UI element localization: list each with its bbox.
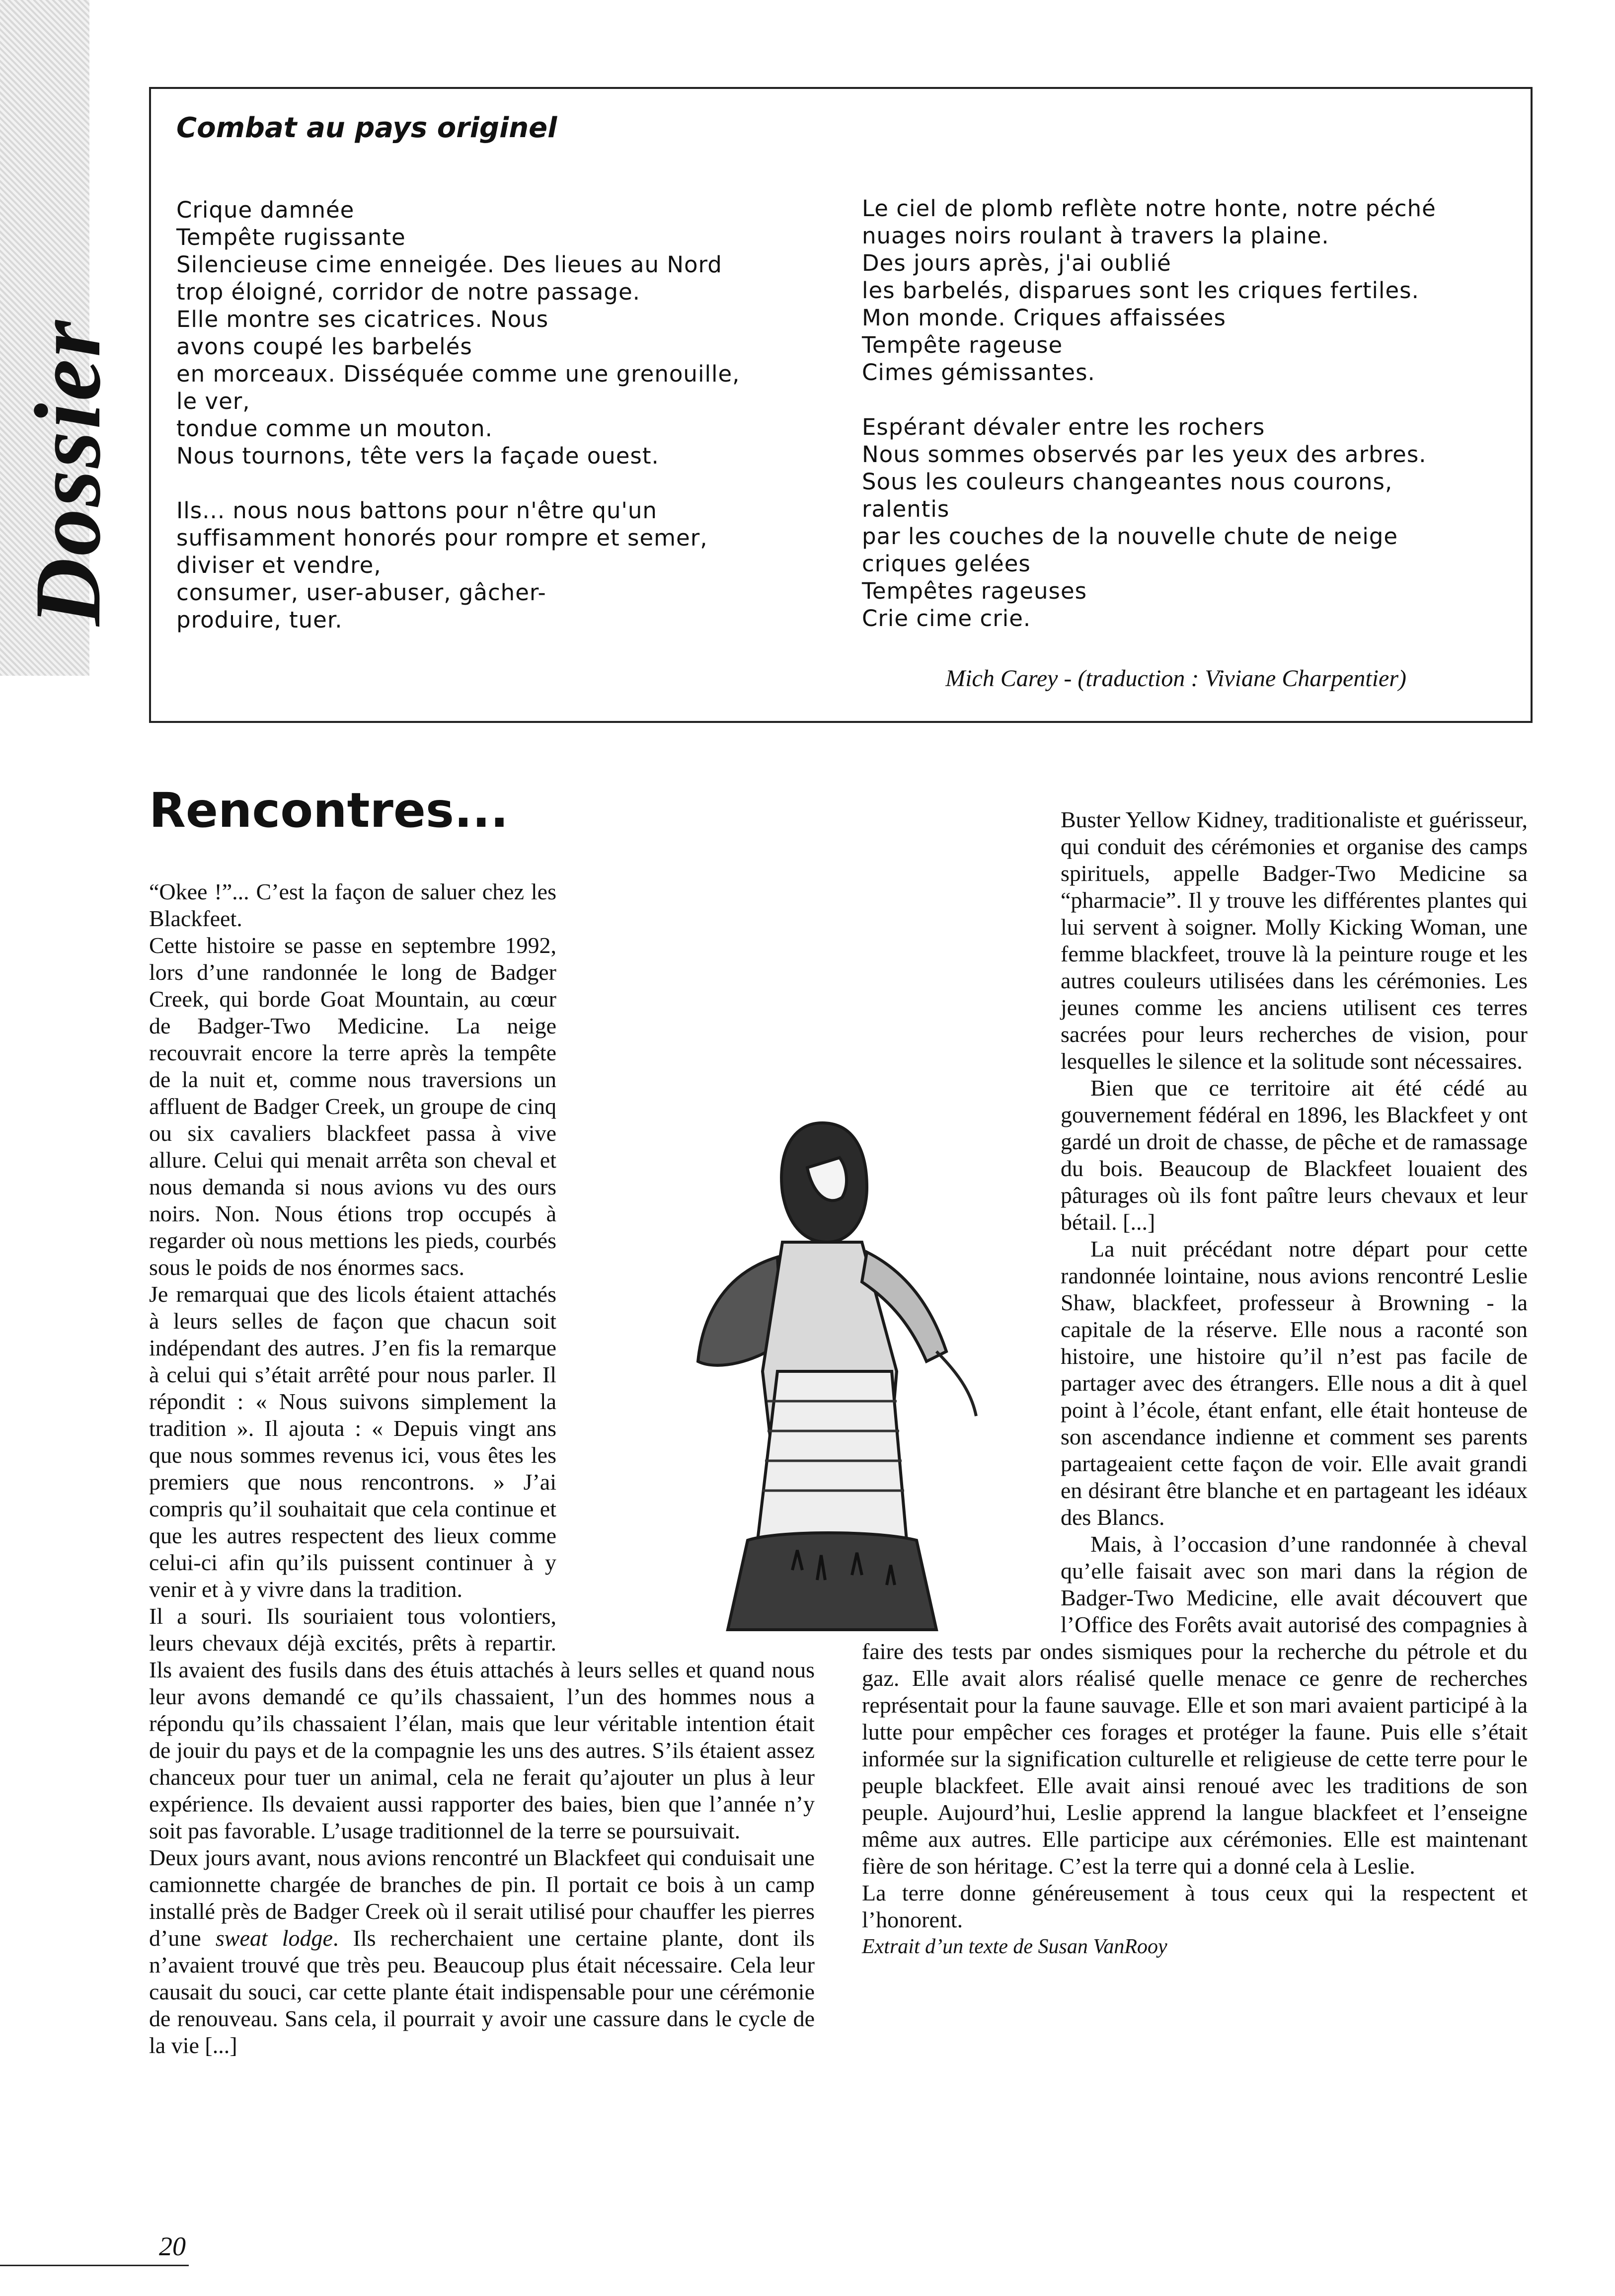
article-title: Rencontres...: [149, 783, 509, 838]
excerpt-credit: Extrait d’un texte de Susan VanRooy: [862, 1935, 1167, 1958]
poem-left-column: Crique damnée Tempête rugissante Silencieuse cime enneigée. Des lieues au Nord trop éloigné, corridor de notre passage. Elle montre ses cicatrices. Nous avons coupé les barbelés en morceaux. Disséquée comme une grenouille, le ver, tondue comme un mouton. Nous tournons, tête vers la façade ouest. Ils... nous nous battons pour n'être qu'un suffisamment honorés pour rompre et semer, diviser et vendre, consumer, user-abuser, gâcher- produire, tuer.: [176, 197, 740, 633]
poem-title: Combat au pays originel: [176, 112, 557, 144]
poem-credit: Mich Carey - (traduction : Viviane Charpentier): [945, 665, 1406, 692]
article-text: . Ils recherchaient une certaine plante, dont ils n’avaient trouvé que très peu. Beaucoup plus était nécessaire. Cela leur causait du souci, car cette plante était indispensable pour une cérémonie de renouveau. Sans cela, il pourrait y avoir une cassure dans le cycle de la vie [...]: [149, 1925, 815, 2058]
woman-illustration: [628, 1093, 1026, 1655]
article-paragraph: Buster Yellow Kidney, traditionaliste et guérisseur, qui conduit des cérémonies et organise des camps spirituels, appelle Badger-Two Medicine sa “pharmacie”. Il y trouve les différentes plantes qui lui servent à soigner. Molly Kicking Woman, une femme blackfeet, trouve là la peinture rouge et les autres couleurs utilisées dans les cérémonies. Les jeunes comme les anciens utilisent ces terres sacrées pour leurs recherches de vision, pour lesquelles le silence et la solitude sont nécessaires.: [1061, 807, 1528, 1074]
article-text: Deux jours avant, nous avions rencontré un Blackfeet qui conduisait une camionnette chargée de branches de pin. Il portait ce bois à un camp installé près de Badger Creek où il serait utilisé pour chauffer les pierres d’une: [149, 1845, 815, 1951]
sweat-lodge-term: sweat lodge: [215, 1925, 333, 1951]
article-paragraph: “Okee !”... C’est la façon de saluer chez les Blackfeet.: [149, 879, 556, 931]
article-paragraph: [149, 1844, 815, 2059]
footer-rule: [0, 2265, 189, 2266]
article-paragraph: La nuit précédant notre départ pour cette randonnée lointaine, nous avions rencontré Leslie Shaw, blackfeet, professeur à Browning - la capitale de la réserve. Elle nous a raconté son histoire, une histoire qu’il n’est pas facile de partager avec des étrangers. Elle nous a dit à quel point à l’école, étant enfant, elle était honteuse de son ascendance indienne et comment ses parents partageaient cette façon de voir. Elle avait grandi en désirant être blanche et en partageant les idéaux des Blancs.: [1061, 1236, 1528, 1530]
article-paragraph: Je remarquai que des licols étaient attachés à leurs selles de façon que chacun soit indépendant des autres. J’en fis la remarque à celui qui s’était arrêté pour nous parler. Il répondit : « Nous suivons simplement la tradition ». Il ajouta : « Depuis vingt ans que nous sommes revenus ici, vous êtes les premiers que nous rencontrons. » J’ai compris qu’il souhaitait que cela continue et que les autres respectent des lieux comme celui-ci afin qu’ils puissent continuer à y venir et à y vivre dans la tradition.: [149, 1281, 556, 1602]
section-label: Dossier: [16, 318, 120, 626]
article-paragraph: Bien que ce territoire ait été cédé au gouvernement fédéral en 1896, les Blackfeet y ont gardé un droit de chasse, de pêche et de ramassage du bois. Beaucoup de Blackfeet louaient des pâturages où ils font paître leurs chevaux et leur bétail. [...]: [1061, 1075, 1528, 1235]
poem-right-column: Le ciel de plomb reflète notre honte, notre péché nuages noirs roulant à travers la plaine. Des jours après, j'ai oublié les barbelés, disparues sont les criques fertiles. Mon monde. Criques affaissées Tempête rageuse Cimes gémissantes. Espérant dévaler entre les rochers Nous sommes observés par les yeux des arbres. Sous les couleurs changeantes nous courons, ralentis par les couches de la nouvelle chute de neige criques gelées Tempêtes rageuses Crie cime crie.: [862, 195, 1436, 632]
article-paragraph: Cette histoire se passe en septembre 1992, lors d’une randonnée le long de Badger Creek, qui borde Goat Mountain, au cœur de Badger-Two Medicine. La neige recouvrait encore la terre après la tempête de la nuit et, comme nous traversions un affluent de Badger Creek, un groupe de cinq ou six cavaliers blackfeet passa à vive allure. Celui qui menait arrêta son cheval et nous demanda si nous avions vu des ours noirs. Non. Nous étions trop occupés à regarder où nous mettions les pieds, courbés sous le poids de nos énormes sacs.: [149, 933, 556, 1280]
woman-figure-icon: [698, 1123, 976, 1630]
article-paragraph: Il a souri. Ils souriaient tous volontiers, leurs chevaux déjà excités, prêts à repartir. Ils avaient des fusils dans des étuis attachés à leurs selles et quand nous leur avons demandé ce qu’ils chassaient, l’un des hommes nous a répondu qu’ils chassaient l’élan, mais que leur véritable intention était de jouir du pays et de la compagnie les uns des autres. S’ils étaient assez chanceux pour tuer un animal, cela ne ferait qu’ajouter un plus à leur expérience. Ils devaient aussi rapporter des baies, bien que l’année n’y soit pas favorable. L’usage traditionnel de la terre se poursuivait.: [149, 1603, 815, 1843]
page-number: 20: [159, 2231, 186, 2261]
article-paragraph: La terre donne généreusement à tous ceux qui la respectent et l’honorent.: [862, 1880, 1528, 1932]
article-paragraph: Mais, à l’occasion d’une randonnée à cheval qu’elle faisait avec son mari dans la région de Badger-Two Medicine, elle avait découvert que l’Office des Forêts avait autorisé des compagnies à faire des tests par ondes sismiques pour la recherche du pétrole et du gaz. Elle avait alors réalisé quelle menace ce genre de recherches représentait pour la faune sauvage. Elle et son mari avaient participé à la lutte pour empêcher ces forages et protéger la faune. Puis elle s’était informée sur la signification culturelle et religieuse de cette terre pour le peuple blackfeet. Elle avait ainsi renoué avec les traditions de son peuple. Aujourd’hui, Leslie apprend la langue blackfeet et l’enseigne même aux autres. Elle participe aux cérémonies. Elle est maintenant fière de son héritage. C’est la terre qui a donné cela à Leslie.: [862, 1531, 1528, 1879]
